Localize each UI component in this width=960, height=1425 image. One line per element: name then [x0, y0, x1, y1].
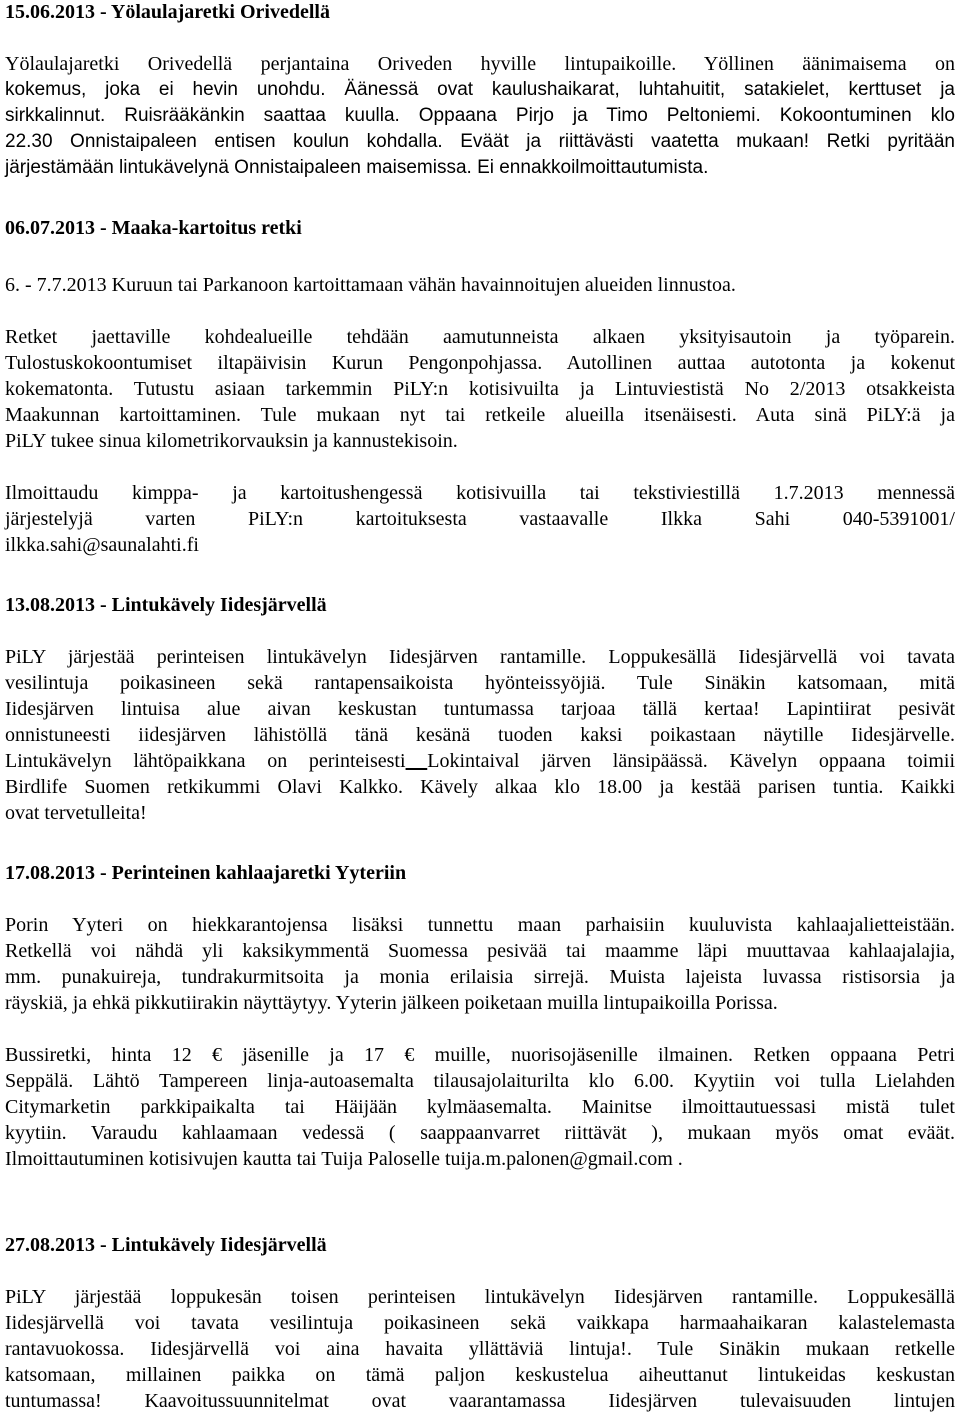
event-text-line: kokemus, joka ei hevin unohdu. Äänessä ovat kaulushaikarat, luhtahuitit, satakielet, kerttuset ja — [5, 79, 955, 100]
event-text-line: tuntumassa! Kaavoitussuunnitelmat ovat vaarantamassa Iidesjärven tulevaisuuden lintujen — [5, 1390, 955, 1412]
event-title: 06.07.2013 - Maaka-kartoitus retki — [5, 217, 302, 239]
event-text-line-with-link — [5, 748, 955, 774]
event-text-fragment: Lokintaival järven länsipäässä. Kävelyn oppaana toimii — [427, 750, 956, 772]
event-text-line: Citymarketin parkkipaikalta tai Häijään kylmäasemalta. Mainitse ilmoittautuessasi mistä tulet — [5, 1096, 955, 1118]
event-text-line: ovat tervetulleita! — [5, 802, 147, 824]
event-text-fragment: Lintukävelyn lähtöpaikkana on perinteisesti — [5, 750, 406, 772]
event-text-line: mm. punakuireja, tundrakurmitsoita ja monia erilaisia sirrejä. Muista lajeista luvassa ristisorsia ja — [5, 966, 955, 988]
event-text-line: onnistuneesti iidesjärven lähistöllä tänä kesänä tuoden kaksi poikastaan näytille Iidesjärvelle. — [5, 724, 955, 746]
event-text-line: sirkkalinnut. Ruisrääkänkin saattaa kuulla. Oppaana Pirjo ja Timo Peltoniemi. Kokoontuminen klo — [5, 105, 955, 126]
event-title: 13.08.2013 - Lintukävely Iidesjärvellä — [5, 594, 327, 616]
event-text-line: kyytiin. Varaudu kahlaamaan vedessä ( saappaanvarret riittävät ), mukaan myös omat eväät. — [5, 1122, 955, 1144]
event-text-line: Iidesjärvellä voi tavata vesilintuja poikasineen sekä vaikkapa harmaahaikaran kalastelemasta — [5, 1312, 955, 1334]
event-text-line: Yölaulajaretki Orivedellä perjantaina Oriveden hyville lintupaikoille. Yöllinen äänimaisema on — [5, 53, 955, 75]
event-text-line: räyskiä, ja ehkä pikkutiirakin näyttäytyy. Yyterin jälkeen poiketaan muilla lintupaikoilla Porissa. — [5, 992, 778, 1014]
email-link[interactable]: ilkka.sahi@saunalahti.fi — [5, 534, 199, 556]
event-text-line: Tulostuskokoontumiset iltapäivisin Kurun Pengonpohjassa. Autollinen auttaa autotonta ja kokenut — [5, 352, 955, 374]
event-text-line: rantavuokossa. Iidesjärvellä voi aina havaita yllättäviä lintuja!. Tule Sinäkin mukaan retkelle — [5, 1338, 955, 1360]
event-text-line: katsomaan, millainen paikka on tämä paljon keskustelua aiheuttanut lintukeidas keskustan — [5, 1364, 955, 1386]
event-text-line: Bussiretki, hinta 12 € jäsenille ja 17 € muille, nuorisojäsenille ilmainen. Retken oppaana Petri — [5, 1044, 955, 1066]
event-text-line: PiLY järjestää loppukesän toisen perinteisen lintukävelyn Iidesjärven rantamille. Loppukesällä — [5, 1286, 955, 1308]
event-text-line: järjestämään lintukävelynä Onnistaipaleen maisemissa. Ei ennakkoilmoittautumista. — [5, 157, 709, 178]
event-text-line: Porin Yyteri on hiekkarantojensa lisäksi tunnettu maan parhaisiin kuuluvista kahlaajalietteistään. — [5, 914, 955, 936]
event-text-line: Seppälä. Lähtö Tampereen linja-autoasemalta tilausajolaiturilta klo 6.00. Kyytiin voi tulla Lielahden — [5, 1070, 955, 1092]
event-text-line: Birdlife Suomen retkikummi Olavi Kalkko. Kävely alkaa klo 18.00 ja kestää parisen tuntia. Kaikki — [5, 776, 955, 798]
event-text-line: Iidesjärven lintuisa alue aivan keskustan tuntumassa tarjoaa tällä kertaa! Lapintiirat pesivät — [5, 698, 955, 720]
event-text-line: kokematonta. Tutustu asiaan tarkemmin PiLY:n kotisivuilta ja Lintuviestistä No 2/2013 otsakkeista — [5, 378, 955, 400]
event-text-line: Ilmoittaudu kimppa- ja kartoitushengessä kotisivuilla tai tekstiviestillä 1.7.2013 mennessä — [5, 482, 955, 504]
event-text-line: PiLY järjestää perinteisen lintukävelyn Iidesjärven rantamille. Loppukesällä Iidesjärvellä voi tavata — [5, 646, 955, 668]
event-text-line: Maakunnan kartoittaminen. Tule mukaan nyt tai retkeile alueilla itsenäisesti. Auta sinä PiLY:ä ja — [5, 404, 955, 426]
event-text-line: vesilintuja poikasineen sekä rantapensaikoista hyönteissyöjiä. Tule Sinäkin katsomaan, mitä — [5, 672, 955, 694]
event-title: 17.08.2013 - Perinteinen kahlaajaretki Yyteriin — [5, 862, 407, 884]
underlined-link-space[interactable] — [406, 750, 428, 772]
event-text-line: PiLY tukee sinua kilometrikorvauksin ja kannustekisoin. — [5, 430, 458, 452]
event-title: 15.06.2013 - Yölaulajaretki Orivedellä — [5, 1, 330, 23]
event-text-line: järjestelyjä varten PiLY:n kartoituksesta vastaavalle Ilkka Sahi 040-5391001/ — [5, 508, 955, 530]
event-text-line: 22.30 Onnistaipaleen entisen koulun kohdalla. Eväät ja riittävästi vaatetta mukaan! Retki pyritään — [5, 131, 955, 152]
event-text-line: Ilmoittautuminen kotisivujen kautta tai Tuija Paloselle tuija.m.palonen@gmail.com . — [5, 1148, 683, 1170]
event-text-line: 6. - 7.7.2013 Kuruun tai Parkanoon kartoittamaan vähän havainnoitujen alueiden linnustoa. — [5, 274, 736, 296]
event-text-line: Retkellä voi nähdä yli kaksikymmentä Suomessa pesivää tai maamme läpi muuttavaa kahlaajalajia, — [5, 940, 955, 962]
event-title: 27.08.2013 - Lintukävely Iidesjärvellä — [5, 1234, 327, 1256]
event-text-line: Retket jaettaville kohdealueille tehdään aamutunneista alkaen yksityisautoin ja työparein. — [5, 326, 955, 348]
